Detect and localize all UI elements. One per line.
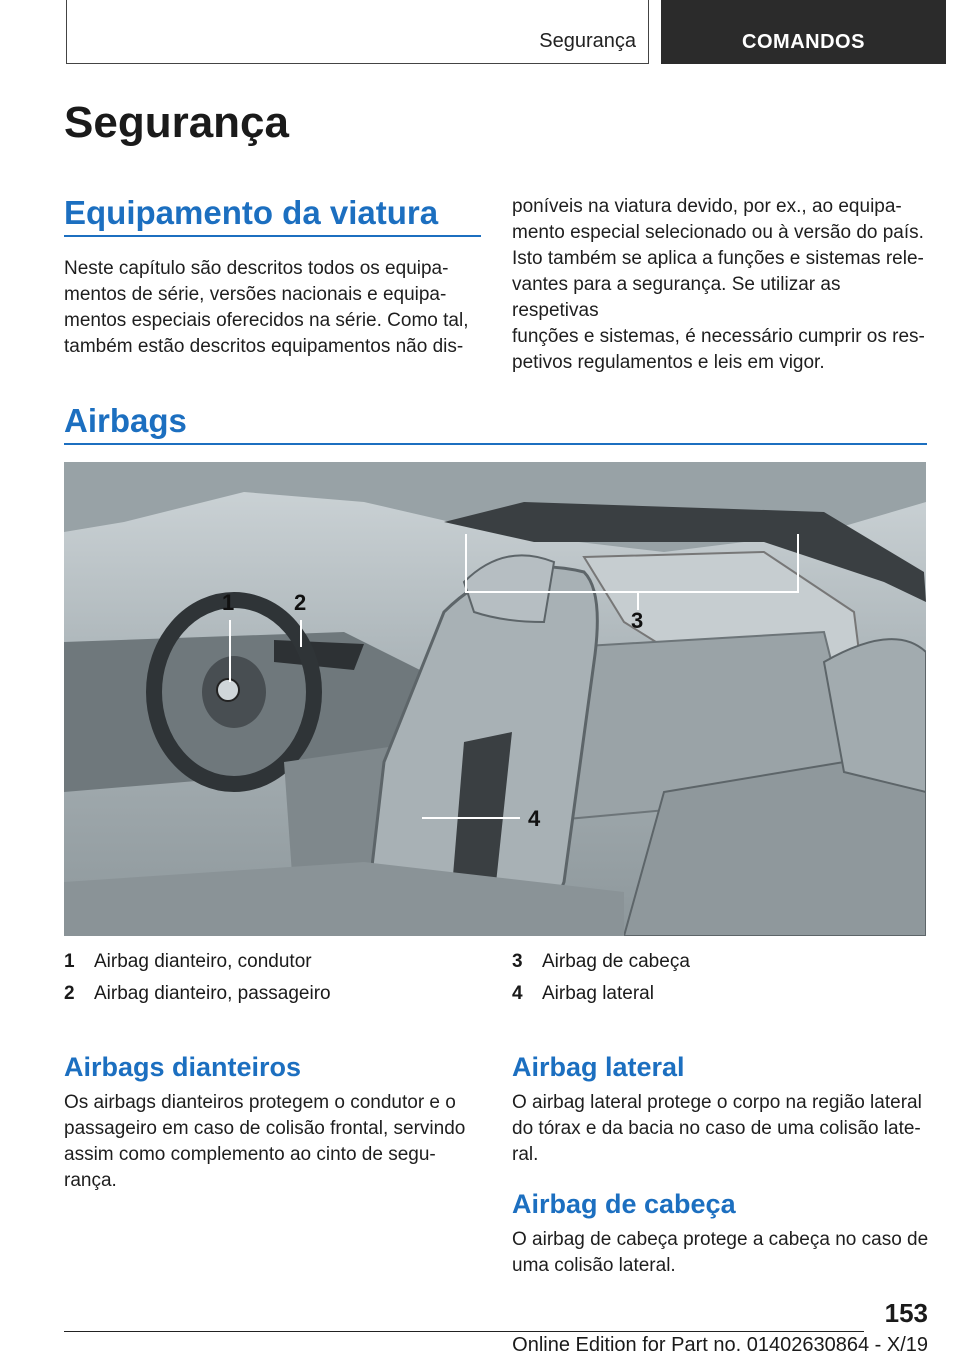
callout-label-3: 3 — [631, 608, 644, 633]
legend-left — [64, 946, 331, 1010]
steering-logo — [217, 679, 239, 701]
front-airbags-text: Os airbags dianteiros protegem o condutor e o passageiro em caso de colisão frontal, servindo assim como complemento ao cinto de segu- rança. — [64, 1092, 466, 1191]
legend-item — [512, 946, 690, 978]
legend-number: 1 — [64, 951, 75, 972]
headrest — [464, 555, 554, 622]
footer-edition: Online Edition for Part no. 01402630864 - X/19 — [512, 1334, 928, 1356]
legend-number: 3 — [512, 951, 523, 972]
head-airbag-heading: Airbag de cabeça — [512, 1189, 736, 1219]
equipment-heading: Equipamento da viatura — [64, 194, 439, 231]
equipment-heading-rule — [64, 235, 481, 237]
legend-number: 4 — [512, 983, 523, 1004]
front-airbags-heading: Airbags dianteiros — [64, 1052, 302, 1082]
intro-text-col2: poníveis na viatura devido, por ex., ao equipa- mento especial selecionado ou à versão do país. Isto também se aplica a funções e sistemas rele- vantes para a segurança. Se utilizar as respetivas funções e sistemas, é necessário cumprir os res- petivos regulamentos e leis em vigor. — [512, 196, 925, 373]
head-airbag-text: O airbag de cabeça protege a cabeça no caso de uma colisão lateral. — [512, 1229, 929, 1276]
legend-item — [64, 946, 331, 978]
callout-label-1: 1 — [222, 590, 235, 615]
side-airbag-text: O airbag lateral protege o corpo na região lateral do tórax e da bacia no caso de uma colisão late- ral. — [512, 1092, 922, 1165]
side-airbag-heading: Airbag lateral — [512, 1052, 685, 1082]
legend-item — [64, 978, 331, 1010]
car-interior-illustration — [64, 462, 926, 936]
legend-right — [512, 946, 690, 1010]
legend-label: Airbag dianteiro, passageiro — [94, 983, 331, 1004]
intro-text-col1: Neste capítulo são descritos todos os equipa- mentos de série, versões nacionais e equipa- mentos especiais oferecidos na série. Como tal, também estão descritos equipamentos não dis- — [64, 258, 469, 357]
airbags-heading: Airbags — [64, 402, 187, 439]
header-box — [66, 0, 649, 64]
page-number: 153 — [884, 1298, 928, 1328]
car-interior-drawing — [64, 462, 926, 936]
header-chapter-label: COMANDOS — [742, 31, 865, 53]
footer-rule — [64, 1331, 864, 1332]
legend-number: 2 — [64, 983, 75, 1004]
callout-label-4: 4 — [528, 806, 541, 831]
header-chapter-tab — [661, 0, 946, 64]
callout-label-2: 2 — [294, 590, 307, 615]
legend-item — [512, 978, 690, 1010]
legend-label: Airbag dianteiro, condutor — [94, 951, 312, 972]
airbags-heading-rule — [64, 443, 927, 445]
page-title: Segurança — [64, 98, 289, 147]
header-section-title: Segurança — [539, 30, 636, 52]
legend-label: Airbag de cabeça — [542, 951, 690, 972]
legend-label: Airbag lateral — [542, 983, 654, 1004]
